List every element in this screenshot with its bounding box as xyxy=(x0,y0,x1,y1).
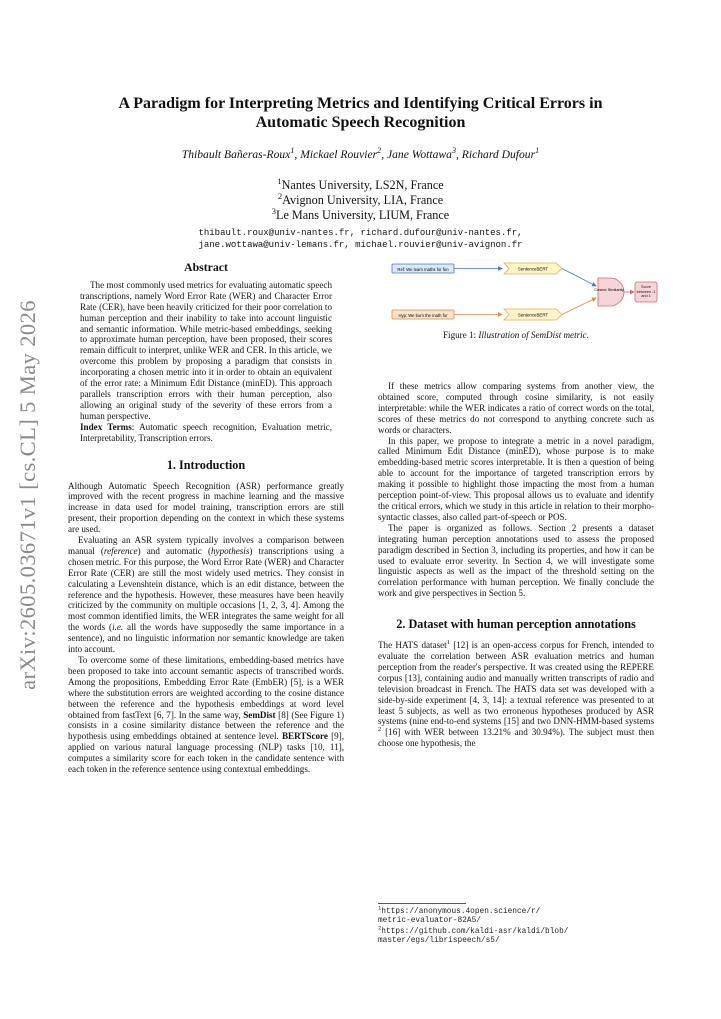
index-terms-text: : Automatic speech recognition, Evaluation metric, Interpretability, Transcription errors. xyxy=(80,421,333,443)
right-paragraph-2: In this paper, we propose to integrate a metric in a novel paradigm, called Minimum Edit Distance (minED), whose purpose is to make embedding-based metric scores interpretable. It is then a question of being able to account for the importance of targeted transcription errors by making it possible to highlight those impacting the most from a human perception point-of-view. This proposal allows us to evaluate and identify the critical errors, which we study in this article in relation to their morpho-syntactic classes, also called part-of-speech or POS. xyxy=(378,435,654,522)
index-terms-label: Index Terms xyxy=(80,421,132,432)
score-label: Score between -1 and 1 xyxy=(636,285,656,299)
cosine-similarity-label xyxy=(594,287,624,292)
ref-box-label: Ref: We learn maths for fun xyxy=(397,266,449,272)
footnote-url-cont[interactable]: master/egs/librispeech/s5/ xyxy=(378,937,500,946)
affiliations xyxy=(150,175,571,223)
hyp-box-label: Hyp: We burn the math for xyxy=(398,312,448,318)
text-run: [9], applied on various natural language processing (NLP) tasks [10, 11], computes a similarity score for each token in the candidate sentence with each token in the reference sentence using contextual embeddings. xyxy=(68,731,344,775)
abstract-heading: Abstract xyxy=(184,260,228,274)
author-emails xyxy=(140,228,581,251)
affiliation-sup: 3 xyxy=(271,205,277,216)
text-run: To overcome some of these limitations, embedding-based metrics have been proposed to take into account semantic aspects of transcribed words. Among the propositions, Embedding Error Rate (EmbER) [5], is a WER where the substitution errors are weighted according to the cosine distance between the reference and the hypothesis embeddings at word level obtained from fastText [6, 7]. In the same way, xyxy=(68,655,344,720)
arxiv-stamp-text: arXiv:2605.03671v1 [cs.CL] 5 May 2026 xyxy=(15,300,40,690)
text-run-bold: SemDist xyxy=(243,709,276,720)
score-box-text-holder xyxy=(635,283,657,301)
text-run: The HATS dataset xyxy=(378,640,447,651)
footnote-url[interactable]: https://anonymous.4open.science/r/ xyxy=(381,908,541,916)
abstract-body xyxy=(68,280,344,444)
author: Jane Wottawa xyxy=(386,148,452,161)
author-sup: 1 xyxy=(290,146,295,156)
text-run-italic: i.e. xyxy=(112,622,124,633)
paper-title: A Paradigm for Interpreting Metrics and Identifying Critical Errors in Automatic Speech Recognition xyxy=(118,95,603,131)
footnote-sup: 2 xyxy=(378,924,382,932)
affiliation xyxy=(150,175,571,193)
intro-paragraph-2 xyxy=(68,535,344,655)
affiliation xyxy=(150,205,571,223)
author: Mickael Rouvier xyxy=(300,148,378,161)
sentencebert-top-label: SentenceBERT xyxy=(517,266,549,272)
text-run: [16] with WER between 13.21% and 30.94%). The subject must then choose one hypothesis, the xyxy=(378,727,654,749)
footnote xyxy=(378,904,658,927)
footnote-line xyxy=(378,904,658,917)
footnote-ref: 2 xyxy=(378,726,382,734)
figure-1-caption xyxy=(378,330,654,340)
author-sup: 3 xyxy=(451,146,456,156)
author-sup: 2 xyxy=(377,146,382,156)
author: Richard Dufour xyxy=(461,148,536,161)
footnote-rule xyxy=(378,903,466,904)
right-paragraph-1: If these metrics allow comparing systems from another view, the obtained score, computed through cosine similarity, is not easily interpretable: while the WER indicates a ratio of correct words on the total, scores of these metrics do not correspond to anything concrete such as words or characters. xyxy=(378,381,654,435)
text-run-italic: reference xyxy=(103,545,138,556)
text-run-bold: BERTScore xyxy=(281,731,328,742)
footnote-ref: 1 xyxy=(446,639,450,647)
footnote-url[interactable]: https://github.com/kaldi-asr/kaldi/blob/ xyxy=(381,927,569,936)
intro-paragraph-1: Although Automatic Speech Recognition (ASR) performance greatly improved with the recent progress in machine learning and the massive increase in data used for model training, transcription errors are still present, their proportion depending on the context in which these systems are used. xyxy=(68,480,344,535)
footnote xyxy=(378,924,658,947)
email-line: jane.wottawa@univ-lemans.fr, michael.rouvier@univ-avignon.fr xyxy=(198,239,523,250)
author-sup: 1 xyxy=(535,146,540,156)
left-column xyxy=(68,262,344,775)
right-paragraph-3: The paper is organized as follows. Section 2 presents a dataset integrating human perception annotations used to assess the proposed paradigm described in Section 3, including its properties, and how it can be used to evaluate error severity. In Section 4, we will investigate some linguistic aspects as well as the impact of the threshold setting on the correlation performance with human perception. We finally conclude the work and give perspectives in Section 5. xyxy=(378,522,654,599)
footnote-url-cont[interactable]: metric-evaluator-82A5/ xyxy=(378,917,481,926)
caption-prefix: Figure 1: xyxy=(442,330,479,340)
sentencebert-bottom-label: SentenceBERT xyxy=(517,312,549,318)
affiliation-text: Avignon University, LIA, France xyxy=(282,193,444,207)
footnote-sup: 1 xyxy=(378,904,382,912)
intro-paragraph-3 xyxy=(68,655,344,775)
author: Thibault Bañeras-Roux xyxy=(181,148,291,161)
abstract-text: The most commonly used metrics for evaluating automatic speech transcriptions, namely Word Error Rate (WER) and Character Error Rate (CER), have been heavily criticized for their poor correlation to human perception and their inability to take into account linguistic and semantic information. While metric-based embeddings, seeking to approximate human perception, have been proposed, their scores remain difficult to interpret, unlike WER and CER. In this article, we overcome this problem by proposing a paradigm that consists in incorporating a chosen metric into it in order to obtain an equivalent of the error rate: a Minimum Edit Distance (minED). This approach parallels transcription errors with their human perception, also allowing an original study of the severity of these errors from a human perspective. xyxy=(80,279,332,421)
arxiv-stamp xyxy=(8,300,48,690)
section-2-heading: 2. Dataset with human perception annotations xyxy=(396,617,636,632)
author-list: Thibault Bañeras-Roux$^1$, Mickael Rouvier$^2$, Jane Wottawa$^3$, Richard Dufour$^1$ xyxy=(181,146,540,161)
top-to-cosine-arrow xyxy=(562,269,596,287)
affiliation-text: Le Mans University, LIUM, France xyxy=(276,208,450,222)
cosine-similarity-node xyxy=(598,278,624,306)
text-run: Evaluating an ASR system typically involves a comparison between manual ( xyxy=(68,535,344,556)
footnote-line xyxy=(378,924,658,937)
text-run: ) transcriptions using a chosen metric. For this purpose, the Word Error Rate (WER) and Character Error Rate (CER) are still the most widely used metrics. They consist in calculating a Levenshtein distance, which is an edit distance, between the reference and the hypothesis. However, these measures have been heavily criticized by the community on multiple occasions [1, 2, 3, 4]. Among the most common identified limits, the WER integrates the same weight for all the words ( xyxy=(68,545,344,633)
index-terms xyxy=(80,422,332,444)
caption-text: Illustration of SemDist metric. xyxy=(478,330,589,340)
cosine-label-text: Cosine Similarity xyxy=(594,287,624,292)
footnotes xyxy=(378,904,658,948)
affiliation-sup: 1 xyxy=(277,175,282,186)
text-run-italic: hypothesis xyxy=(210,545,250,556)
text-run: all the words have supposedly the same importance in a sentence), and no linguistic information nor semantic knowledge are taken into account. xyxy=(68,622,344,655)
right-column xyxy=(378,381,654,749)
text-run: ) and automatic ( xyxy=(137,545,211,556)
email-line: thibault.roux@univ-nantes.fr, richard.dufour@univ-nantes.fr, xyxy=(198,228,523,238)
bottom-to-cosine-arrow xyxy=(562,298,596,315)
affiliation-sup: 2 xyxy=(277,190,283,201)
section-1-heading: 1. Introduction xyxy=(166,457,246,472)
text-run: [12] is an open-access corpus for French, intended to evaluate the correlation between ASR evaluation metrics and human perception from the reader's perspective. It was created using the REPERE corpus [13], containing audio and manually written transcripts of radio and television broadcast in French. The HATS data set was developed with a side-by-side experiment [4, 3, 14]: a textual reference was presented to at least 5 subjects, as well as two erroneous hypotheses produced by ASR systems (nine end-to-end systems [15] and two DNN-HMM-based systems xyxy=(378,640,655,727)
figure-1-semdist-diagram xyxy=(376,258,658,328)
text-run: [8] (See Figure 1) consists in a cosine similarity distance between the reference and the hypothesis using embeddings obtained at sentence level. xyxy=(68,709,344,742)
affiliation xyxy=(150,190,571,208)
dataset-paragraph-1 xyxy=(378,640,654,749)
affiliation-text: Nantes University, LS2N, France xyxy=(281,178,444,192)
